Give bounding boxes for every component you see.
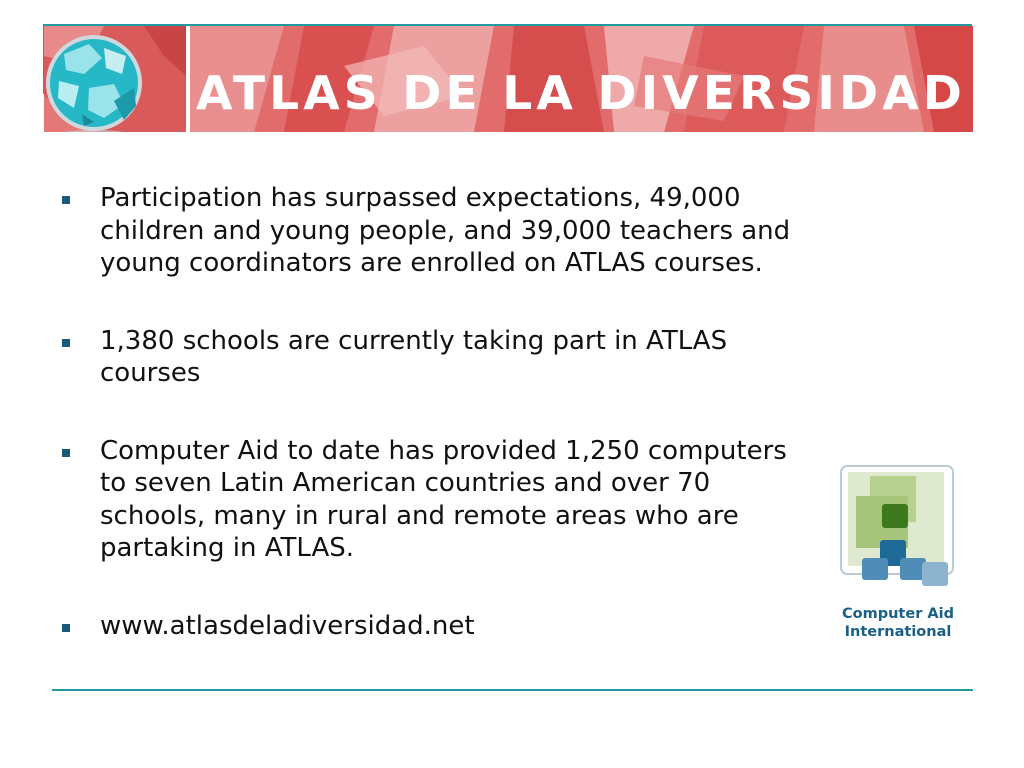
logo-line-2: International [844,624,952,640]
bullet-item-website [62,610,802,643]
header-banner [44,26,973,132]
bullet-text: Participation has surpassed expectations, 49,000 children and young people, and 39,000 teachers and young coordinators are enrolled on ATLAS courses. [100,183,791,278]
bullet-item-participation [62,182,802,280]
atlas-banner-graphic [44,26,973,132]
square-bullet-icon [62,449,70,457]
bullet-text: Computer Aid to date has provided 1,250 computers to seven Latin American countries and over 70 schools, many in rural and remote areas who are partaking in ATLAS. [100,435,787,563]
banner-title: ATLAS DE LA DIVERSIDAD [196,66,966,120]
computer-aid-logo-mark [830,462,970,602]
square-bullet-icon [62,624,70,632]
computer-aid-logo-text [822,605,974,641]
bullet-text: 1,380 schools are currently taking part in ATLAS courses [100,325,728,388]
logo-line-1: Computer Aid [842,606,954,622]
bottom-rule [52,689,973,691]
bullet-list [62,182,802,642]
bullet-item-schools [62,325,802,390]
bullet-item-computer-aid [62,435,802,565]
square-bullet-icon [62,339,70,347]
square-bullet-icon [62,196,70,204]
website-link-text: www.atlasdeladiversidad.net [100,610,475,641]
